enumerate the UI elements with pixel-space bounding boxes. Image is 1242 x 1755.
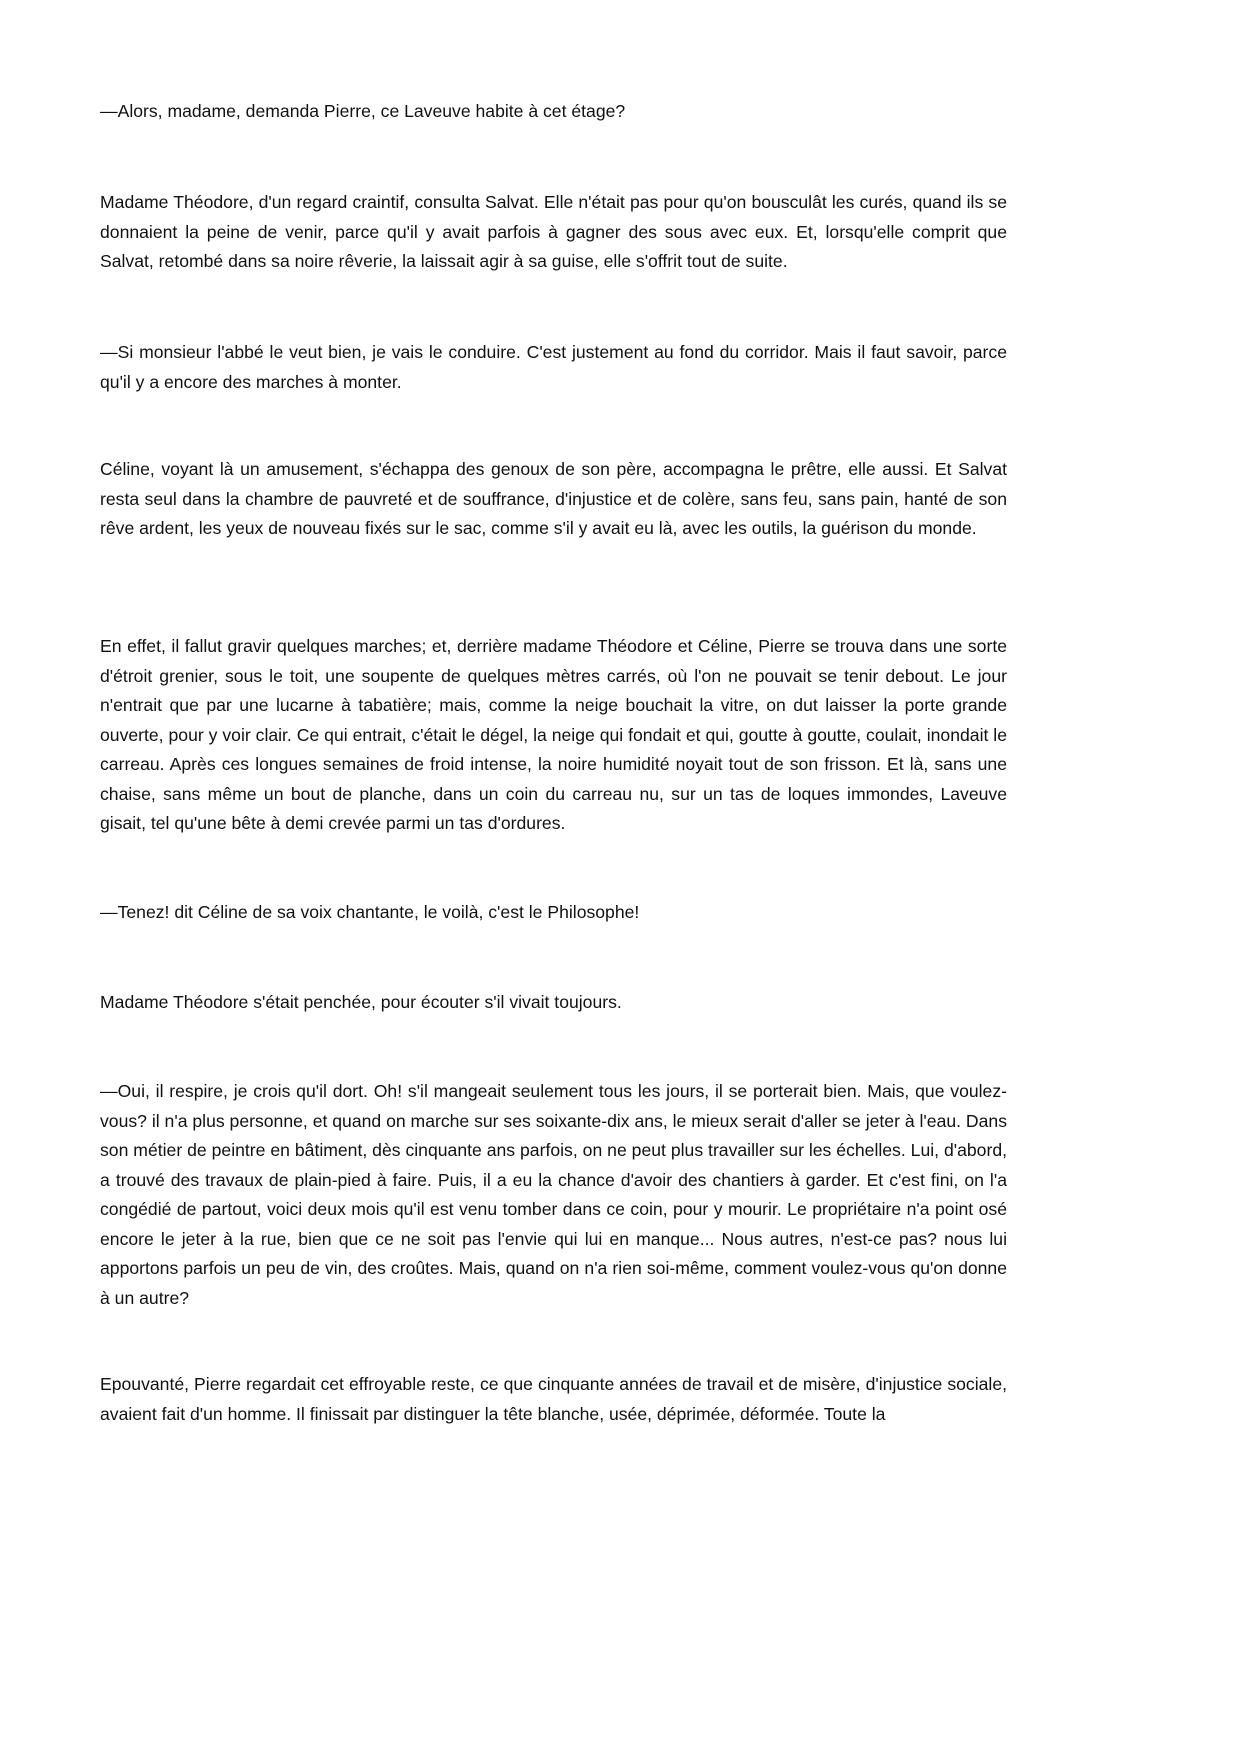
paragraph-8: —Oui, il respire, je crois qu'il dort. Oh! s'il mangeait seulement tous les jours, il se porterait bien. Mais, que voulez-vous? il n'a plus personne, et quand on marche sur ses soixante-dix ans, le mieux serait d'aller se jeter à l'eau. Dans son métier de peintre en bâtiment, dès cinquante ans parfois, on ne peut plus travailler sur les échelles. Lui, d'abord, a trouvé des travaux de plain-pied à faire. Puis, il a eu la chance d'avoir des chantiers à garder. Et c'est fini, on l'a congédié de partout, voici deux mois qu'il est venu tomber dans ce coin, pour y mourir. Le propriétaire n'a point osé encore le jeter à la rue, bien que ce ne soit pas l'envie qui lui en manque... Nous autres, n'est-ce pas? nous lui apportons parfois un peu de vin, des croûtes. Mais, quand on n'a rien soi-même, comment voulez-vous qu'on donne à un autre? xyxy=(100,1081,1007,1308)
paragraph-4: Céline, voyant là un amusement, s'échappa des genoux de son père, accompagna le prêtre, elle aussi. Et Salvat resta seul dans la chambre de pauvreté et de souffrance, d'injustice et de colère, sans feu, sans pain, hanté de son rêve ardent, les yeux de nouveau fixés sur le sac, comme s'il y avait eu là, avec les outils, la guérison du monde. xyxy=(100,459,1007,538)
paragraph-1: —Alors, madame, demanda Pierre, ce Laveuve habite à cet étage? xyxy=(100,101,626,121)
paragraph-2: Madame Théodore, d'un regard craintif, consulta Salvat. Elle n'était pas pour qu'on bousculât les curés, quand ils se donnaient la peine de venir, parce qu'il y avait parfois à gagner des sous avec eux. Et, lorsqu'elle comprit que Salvat, retombé dans sa noire rêverie, la laissait agir à sa guise, elle s'offrit tout de suite. xyxy=(100,192,1007,271)
paragraph-3: —Si monsieur l'abbé le veut bien, je vais le conduire. C'est justement au fond du corridor. Mais il faut savoir, parce qu'il y a encore des marches à monter. xyxy=(100,342,1007,392)
paragraph-6: —Tenez! dit Céline de sa voix chantante, le voilà, c'est le Philosophe! xyxy=(100,902,640,922)
paragraph-5: En effet, il fallut gravir quelques marches; et, derrière madame Théodore et Céline, Pierre se trouva dans une sorte d'étroit grenier, sous le toit, une soupente de quelques mètres carrés, où l'on ne pouvait se tenir debout. Le jour n'entrait que par une lucarne à tabatière; mais, comme la neige bouchait la vitre, on dut laisser la porte grande ouverte, pour y voir clair. Ce qui entrait, c'était le dégel, la neige qui fondait et qui, goutte à goutte, coulait, inondait le carreau. Après ces longues semaines de froid intense, la noire humidité noyait tout de son frisson. Et là, sans une chaise, sans même un bout de planche, dans un coin du carreau nu, sur un tas de loques immondes, Laveuve gisait, tel qu'une bête à demi crevée parmi un tas d'ordures. xyxy=(100,636,1007,833)
paragraph-7: Madame Théodore s'était penchée, pour écouter s'il vivait toujours. xyxy=(100,992,622,1012)
paragraph-9: Epouvanté, Pierre regardait cet effroyable reste, ce que cinquante années de travail et de misère, d'injustice sociale, avaient fait d'un homme. Il finissait par distinguer la tête blanche, usée, déprimée, déformée. Toute la xyxy=(100,1374,1007,1424)
